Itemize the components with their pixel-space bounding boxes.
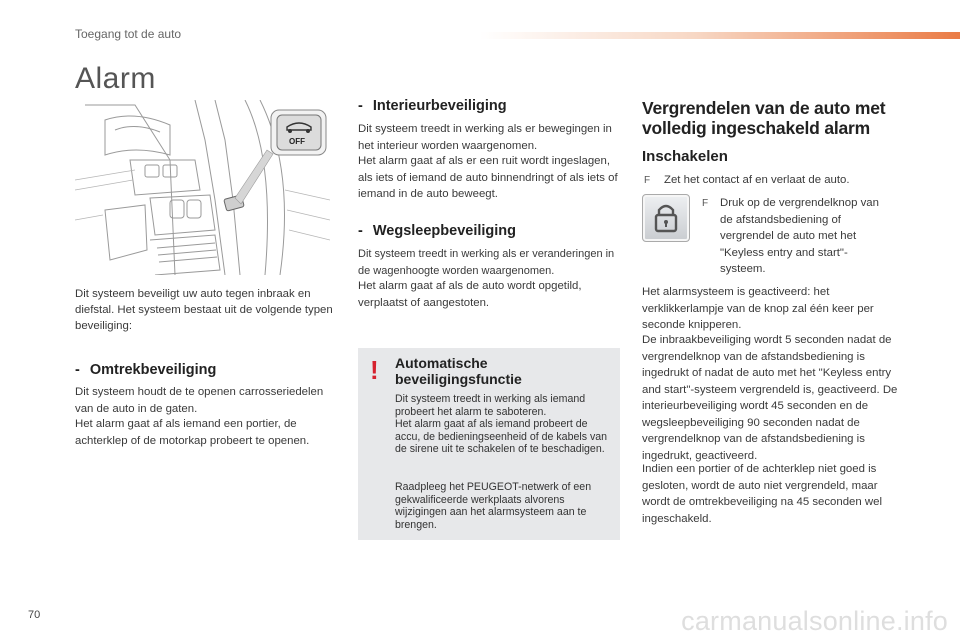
bullet-step-1: Zet het contact af en verlaat de auto. xyxy=(664,174,850,186)
activate-heading: Inschakelen xyxy=(642,148,728,165)
warning-text-2: Het alarm gaat af als iemand probeert de accu, de bedieningseenheid of de kabels van de sirene uit te schakelen of te beschadigen. xyxy=(395,418,608,456)
interior-text-2: Het alarm gaat af als er een ruit wordt ingeslagen, als iets of iemand de auto binnendringt of als iets of iemand in de auto beweegt. xyxy=(358,155,618,200)
status-text: Het alarmsysteem is geactiveerd: het verklikkerlampje van de knop zal één keer per seconde knipperen. xyxy=(642,286,874,331)
interior-text-1: Dit systeem treedt in werking als er bewegingen in het interieur worden waargenomen. xyxy=(358,123,612,152)
warning-icon: ! xyxy=(370,355,379,385)
door-text: Indien een portier of de achterklep niet goed is gesloten, wordt de auto niet vergrendeld, maar wordt de omtrekbeveiliging na 45 seconden wel ingeschakeld. xyxy=(642,463,882,525)
tow-text-1: Dit systeem treedt in werking als er veranderingen in de wagenhoogte worden waargenomen. xyxy=(358,248,615,277)
lock-alarm-heading: Vergrendelen van de auto met volledig ingeschakeld alarm xyxy=(642,98,886,138)
warning-title: Automatische beveiligingsfunctie xyxy=(395,355,522,387)
center-console-illustration xyxy=(75,100,330,275)
section-label: Toegang tot de auto xyxy=(75,27,182,41)
header-accent-bar xyxy=(480,32,960,39)
bullet-icon: F xyxy=(644,175,651,186)
page-title: Alarm xyxy=(75,62,156,95)
tow-heading: - Wegsleepbeveiliging xyxy=(358,223,517,239)
perimeter-text-1: Dit systeem houdt de te openen carrosseriedelen van de auto in de gaten. xyxy=(75,386,324,415)
interior-heading: - Interieurbeveiliging xyxy=(358,98,507,114)
watermark: carmanualsonline.info xyxy=(681,606,948,636)
perimeter-text-2: Het alarm gaat af als iemand een portier, de achterklep of de motorkap probeert te openen. xyxy=(75,418,310,447)
page-number: 70 xyxy=(28,609,41,621)
off-label: OFF xyxy=(289,137,305,146)
warning-text-3: Raadpleeg het PEUGEOT-netwerk of een gekwalificeerde werkplaats alvorens wijzigingen aan het alarmsysteem aan te brengen. xyxy=(395,481,592,531)
intro-text: Dit systeem beveiligt uw auto tegen inbraak en diefstal. Het systeem bestaat uit de volgende typen beveiliging: xyxy=(75,288,333,332)
warning-text-1: Dit systeem treedt in werking als iemand probeert het alarm te saboteren. xyxy=(395,393,586,418)
remote-lock-button-icon xyxy=(642,194,690,242)
warning-box xyxy=(358,348,620,540)
bullet-icon: F xyxy=(702,198,709,209)
delay-text: De inbraakbeveiliging wordt 5 seconden nadat de vergrendelknop van de afstandsbediening is ingedrukt of nadat de auto met het "Keyless entry and start"-systeem vergrendeld is, geactiveerd. De interieurbeveiliging wordt 45 seconden en de wegsleepbeveiliging 90 seconden nadat de vergrendelknop van de afstandsbediening is ingedrukt, geactiveerd. xyxy=(642,334,898,462)
perimeter-heading: - Omtrekbeveiliging xyxy=(75,362,217,378)
tow-text-2: Het alarm gaat af als de auto wordt opgetild, verplaatst of aangestoten. xyxy=(358,280,582,309)
bullet-step-2: Druk op de vergrendelknop van de afstandsbediening of vergrendel de auto met het "Keyless entry and start"-systeem. xyxy=(720,197,879,275)
